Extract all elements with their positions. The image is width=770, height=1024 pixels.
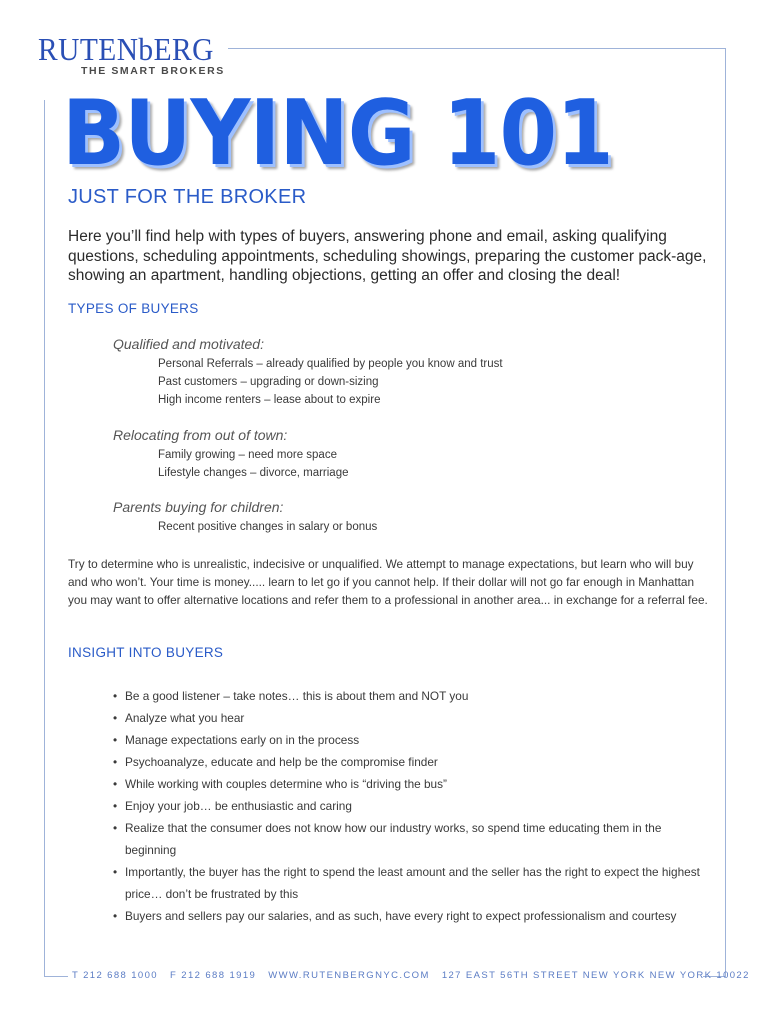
list-item <box>113 905 713 927</box>
footer-website-link[interactable]: WWW.RUTENBERGNYC.COM <box>268 970 430 981</box>
contact-footer <box>68 970 750 981</box>
bullet-icon: • <box>113 865 118 879</box>
list-item-text: Realize that the consumer does not know how our industry works, so spend time educating them in the beginning <box>125 821 662 857</box>
bullet-icon: • <box>113 799 118 813</box>
list-item-text: Buyers and sellers pay our salaries, and as such, have every right to expect professionalism and courtesy <box>125 909 677 923</box>
list-item-text: Importantly, the buyer has the right to spend the least amount and the seller has the right to expect the highest price… don’t be frustrated by this <box>125 865 700 901</box>
frame-top-rule <box>228 48 726 49</box>
category-item: Lifestyle changes – divorce, marriage <box>158 467 349 479</box>
bullet-icon: • <box>113 755 118 769</box>
guidance-paragraph: Try to determine who is unrealistic, indecisive or unqualified. We attempt to manage expectations, but learn who will buy and who won’t. Your time is money..... learn to let go if you cannot help. If their dollar will not go far enough in Manhattan you may want to offer alternative locations and refer them to a professional in another area... in exchange for a referral fee. <box>68 557 708 607</box>
bullet-icon: • <box>113 733 118 747</box>
list-item-text: While working with couples determine who is “driving the bus” <box>125 777 447 791</box>
list-item <box>113 817 713 861</box>
category-item: Personal Referrals – already qualified by people you know and trust <box>158 358 503 370</box>
logo-tagline: THE SMART BROKERS <box>81 65 225 77</box>
category-item: Family growing – need more space <box>158 449 337 461</box>
frame-left-rule <box>44 100 45 976</box>
category-item: Past customers – upgrading or down-sizing <box>158 376 379 388</box>
category-heading: Qualified and motivated: <box>113 336 264 352</box>
list-item-text: Analyze what you hear <box>125 711 245 725</box>
list-item <box>113 729 713 751</box>
category-heading: Parents buying for children: <box>113 499 284 515</box>
list-item <box>113 773 713 795</box>
list-item-text: Be a good listener – take notes… this is about them and NOT you <box>125 689 469 703</box>
category-item: Recent positive changes in salary or bonus <box>158 521 378 533</box>
page-title: BUYING 101 <box>62 81 613 186</box>
list-item <box>113 751 713 773</box>
category-item: High income renters – lease about to expire <box>158 394 381 406</box>
list-item <box>113 795 713 817</box>
intro-paragraph: Here you’ll find help with types of buyers, answering phone and email, asking qualifying questions, scheduling appointments, scheduling showings, preparing the customer pack-age, showing an apartment, handling objections, getting an offer and closing the deal! <box>68 228 707 284</box>
list-item-text: Psychoanalyze, educate and help be the compromise finder <box>125 755 438 769</box>
company-logo <box>38 31 229 78</box>
list-item <box>113 685 713 707</box>
footer-rule-left <box>44 976 68 977</box>
bullet-icon: • <box>113 711 118 725</box>
insight-bullet-list <box>113 685 713 927</box>
category-heading: Relocating from out of town: <box>113 427 288 443</box>
bullet-icon: • <box>113 689 118 703</box>
frame-right-rule <box>725 48 726 976</box>
footer-fax: F 212 688 1919 <box>170 970 257 981</box>
list-item <box>113 707 713 729</box>
list-item-text: Enjoy your job… be enthusiastic and caring <box>125 799 352 813</box>
section-heading-insight: INSIGHT INTO BUYERS <box>68 645 224 660</box>
bullet-icon: • <box>113 777 118 791</box>
footer-phone: T 212 688 1000 <box>72 970 158 981</box>
footer-address: 127 EAST 56TH STREET NEW YORK NEW YORK 10022 <box>441 970 750 981</box>
page-subtitle: JUST FOR THE BROKER <box>68 186 307 208</box>
logo-name: RUTENbERG <box>38 31 214 67</box>
list-item-text: Manage expectations early on in the process <box>125 733 360 747</box>
section-heading-types: TYPES OF BUYERS <box>68 301 199 316</box>
list-item <box>113 861 713 905</box>
bullet-icon: • <box>113 909 118 923</box>
bullet-icon: • <box>113 821 118 835</box>
